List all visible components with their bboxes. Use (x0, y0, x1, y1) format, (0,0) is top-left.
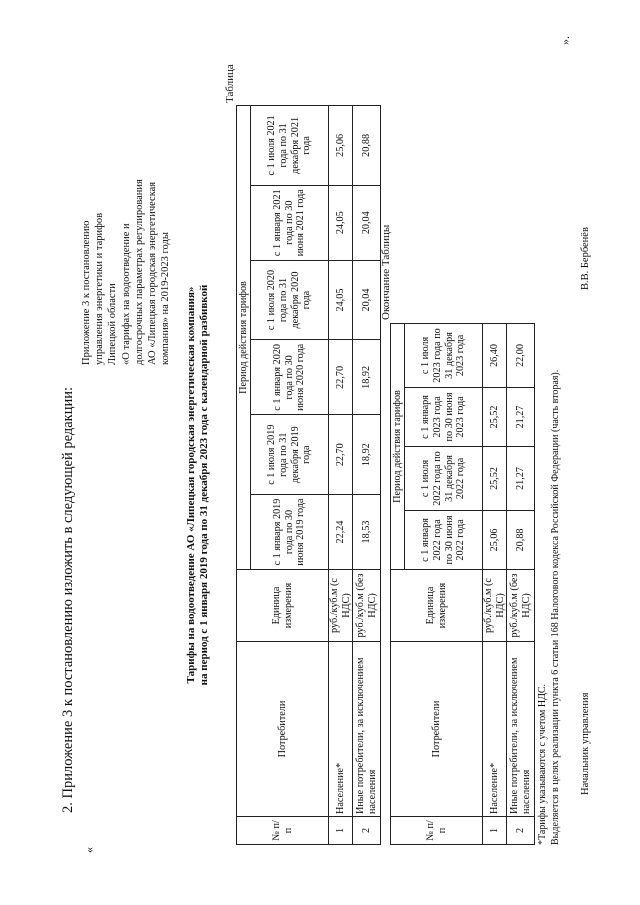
row-unit: руб./куб.м (с НДС) (483, 570, 507, 642)
row-value: 20,04 (353, 185, 381, 260)
row-value: 21,27 (507, 387, 535, 446)
row-value: 25,52 (483, 447, 507, 511)
row-value: 20,04 (353, 260, 381, 340)
title-line: Тарифы на водоотведение АО «Липецкая городская энергетическая компания» (185, 286, 197, 684)
footnote: *Тарифы указываются с учетом НДС. (537, 683, 548, 845)
period-header: с 1 июля 2020 года по 31 декабря 2020 года (251, 260, 329, 340)
appendix-line: «О тарифах на водоотведение и (120, 223, 132, 365)
row-value: 20,88 (507, 510, 535, 569)
row-num: 2 (353, 817, 381, 845)
appendix-line: Приложение 3 к постановлению (81, 220, 92, 365)
period-header: с 1 июля 2021 года по 31 декабря 2021 года (251, 106, 329, 186)
appendix-line: Липецкой области (107, 283, 119, 365)
header-consumers: Потребители (391, 642, 483, 817)
period-header: с 1 июля 2019 года по 31 декабря 2019 года (251, 415, 329, 495)
row-value: 22,00 (507, 324, 535, 388)
closing-quote: ». (558, 36, 572, 45)
period-header: с 1 января 2022 года по 30 июня 2022 года (405, 510, 483, 569)
row-unit: руб./куб.м (без НДС) (507, 570, 535, 642)
row-consumer: Население* (483, 642, 507, 817)
header-consumers: Потребители (237, 642, 329, 817)
table-row (483, 324, 507, 845)
period-header: с 1 июля 2022 года по 31 декабря 2022 года (405, 447, 483, 511)
row-num: 1 (483, 817, 507, 845)
row-value: 21,27 (507, 447, 535, 511)
row-value: 25,06 (329, 106, 353, 186)
row-value: 18,92 (353, 415, 381, 495)
period-header: с 1 января 2019 года по 30 июня 2019 года (251, 495, 329, 570)
row-value: 18,53 (353, 495, 381, 570)
section-heading: 2. Приложение 3 к постановлению изложить в следующей редакции: (60, 386, 76, 813)
row-num: 1 (329, 817, 353, 845)
table-row (353, 106, 381, 845)
tariff-table-2019-2021 (236, 105, 381, 845)
appendix-line: компания» на 2019-2023 годы (160, 232, 172, 365)
row-value: 22,24 (329, 495, 353, 570)
document-title (185, 205, 211, 765)
period-header: с 1 января 2023 года по 30 июня 2023 года (405, 387, 483, 446)
row-value: 20,88 (353, 106, 381, 186)
header-period: Период действия тарифов (237, 106, 251, 570)
row-value: 18,92 (353, 340, 381, 415)
row-value: 25,06 (483, 510, 507, 569)
header-unit: Единица измерения (391, 570, 483, 642)
appendix-header (80, 140, 172, 365)
row-value: 22,70 (329, 340, 353, 415)
header-num: № п/п (237, 817, 329, 845)
row-num: 2 (507, 817, 535, 845)
row-consumer: Иные потребители, за исключением населения (507, 642, 535, 817)
title-line: на период с 1 января 2019 года по 31 декабря 2023 года с календарной разбивкой (198, 284, 210, 686)
signature-position: Начальник управления (580, 692, 591, 795)
footnote: Выделяется в целях реализации пункта 6 статьи 168 Налогового кодекса Российской Федерации (часть вторая). (550, 369, 561, 845)
row-value: 26,40 (483, 324, 507, 388)
table-label: Таблица (224, 64, 236, 103)
period-header: с 1 января 2021 года по 30 июня 2021 года (251, 185, 329, 260)
row-unit: руб./куб.м (с НДС) (329, 570, 353, 642)
appendix-line: АО «Липецкая городская энергетическая (147, 181, 159, 365)
period-header: с 1 января 2020 года по 30 июня 2020 года (251, 340, 329, 415)
header-num: № п/п (391, 817, 483, 845)
row-consumer: Иные потребители, за исключением населения (353, 642, 381, 817)
continuation-label: Окончание Таблицы (380, 224, 392, 320)
table-row (507, 324, 535, 845)
row-value: 24,05 (329, 185, 353, 260)
row-value: 25,52 (483, 387, 507, 446)
header-period: Период действия тарифов (391, 324, 405, 570)
row-value: 22,70 (329, 415, 353, 495)
header-unit: Единица измерения (237, 570, 329, 642)
period-header: с 1 июля 2023 года по 31 декабря 2023 года (405, 324, 483, 388)
row-consumer: Население* (329, 642, 353, 817)
opening-quote: « (82, 847, 96, 853)
appendix-line: долгосрочных параметрах регулирования (133, 179, 145, 365)
signature-name: В.В. Бербенёв (580, 227, 591, 290)
footnotes (536, 370, 562, 845)
appendix-line: управления энергетики и тарифов (94, 212, 106, 365)
row-unit: руб./куб.м (без НДС) (353, 570, 381, 642)
row-value: 24,05 (329, 260, 353, 340)
tariff-table-2022-2023 (390, 323, 535, 845)
table-row (329, 106, 353, 845)
